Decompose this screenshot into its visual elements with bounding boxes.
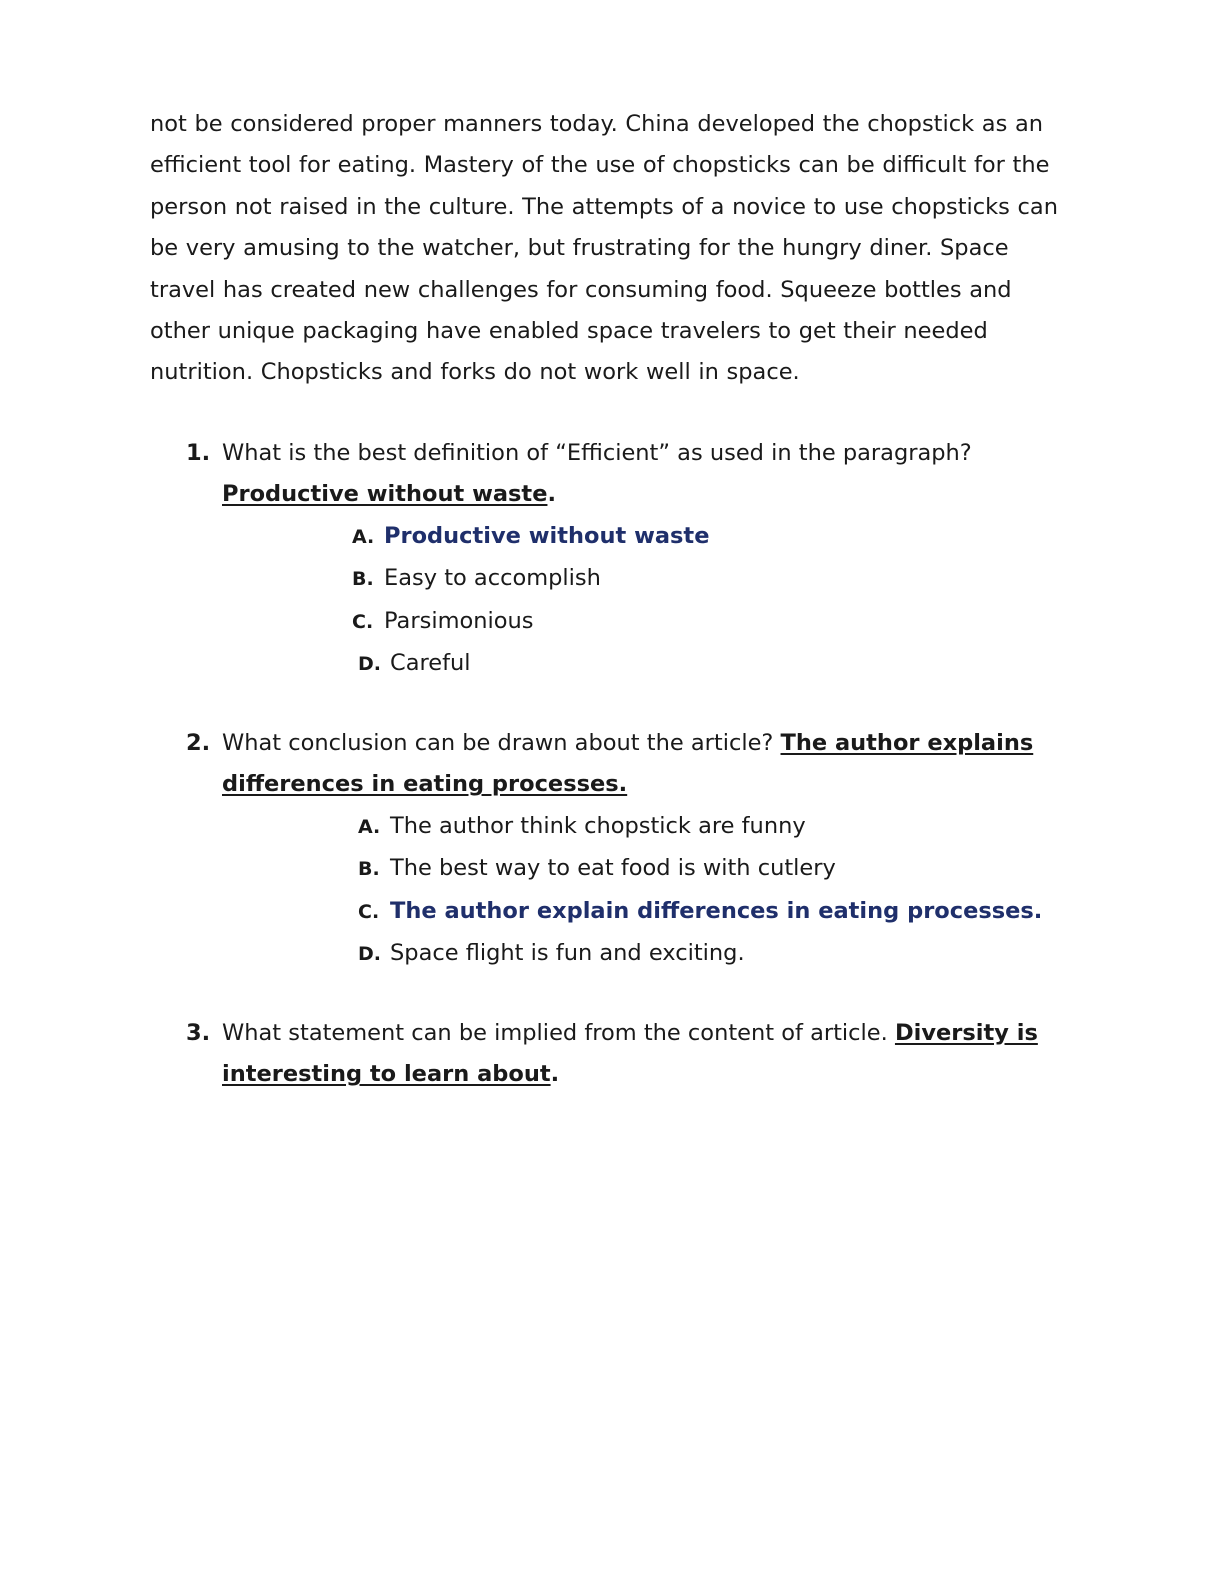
option-letter: B. [352,568,374,591]
option-a[interactable] [352,516,1086,558]
option-a[interactable] [358,806,1086,848]
option-text: The author think chopstick are funny [390,812,806,839]
passage-line: travel has created new challenges for consuming food. Squeeze bottles and [150,276,1012,303]
passage-line: other unique packaging have enabled space travelers to get their needed [150,318,988,345]
question-number: 1. [186,440,211,466]
question-prompt: What conclusion can be drawn about the article? [222,730,774,756]
question-number: 3. [186,1020,211,1046]
question-answer-continued: differences in eating processes. [222,771,628,798]
question-answer: Diversity is [894,1020,1038,1046]
option-b[interactable] [358,848,1086,890]
passage-paragraph [150,104,1080,394]
option-text: The author explain differences in eating processes. [390,897,1043,924]
answer-punctuation: . [547,481,557,508]
question-prompt: What is the best definition of “Efficient” as used in the paragraph? [222,440,972,466]
question-prompt: What statement can be implied from the content of article. [222,1020,888,1046]
option-text: Space flight is fun and exciting. [390,940,745,967]
option-letter: A. [352,525,375,548]
question-1 [186,433,1086,685]
option-b[interactable] [352,558,1086,600]
option-letter: D. [358,653,381,676]
option-text: Parsimonious [384,607,534,634]
option-c[interactable] [358,891,1086,933]
option-d[interactable] [358,643,1086,685]
passage-line: efficient tool for eating. Mastery of the use of chopsticks can be difficult for the [150,152,1050,179]
option-letter: A. [358,815,381,838]
options-list [358,806,1086,976]
option-text: Easy to accomplish [384,565,601,592]
question-answer-continued: interesting to learn about [222,1061,551,1088]
option-text: The best way to eat food is with cutlery [390,855,836,882]
option-d[interactable] [358,933,1086,975]
question-3 [186,1013,1086,1096]
option-letter: D. [358,943,381,966]
question-2 [186,723,1086,975]
option-letter: C. [358,900,380,923]
question-number: 2. [186,730,211,756]
answer-punctuation: . [550,1061,560,1088]
option-letter: C. [352,610,374,633]
passage-line: not be considered proper manners today. China developed the chopstick as an [150,111,1043,137]
passage-line: person not raised in the culture. The attempts of a novice to use chopsticks can [150,193,1058,220]
option-text: Careful [390,650,471,677]
passage-line: be very amusing to the watcher, but frustrating for the hungry diner. Space [150,235,1009,262]
option-c[interactable] [352,601,1086,643]
question-answer: Productive without waste [222,481,548,508]
question-answer: The author explains [780,730,1034,756]
option-letter: B. [358,858,380,881]
passage-line: nutrition. Chopsticks and forks do not work well in space. [150,359,800,386]
options-list [352,516,1086,686]
option-text: Productive without waste [384,522,710,549]
